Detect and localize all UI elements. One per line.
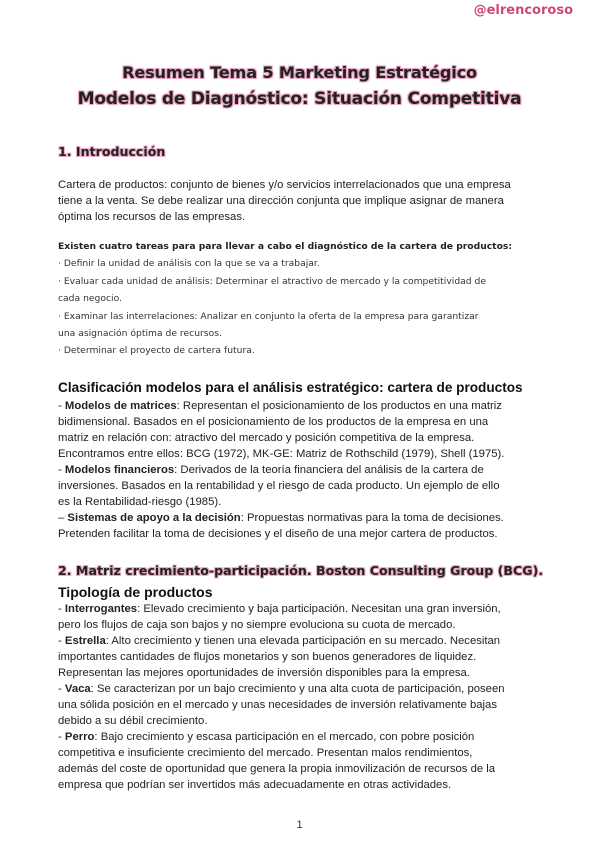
document-subtitle: Modelos de Diagnóstico: Situación Competitiva xyxy=(77,89,522,109)
task-line: cada negocio. xyxy=(58,293,122,305)
document-title: Resumen Tema 5 Marketing Estratégico xyxy=(122,63,477,82)
list-item xyxy=(58,601,543,617)
text-line: empresa que podrían ser invertidos más adecuadamente en otras actividades. xyxy=(58,779,452,791)
task-line: · Examinar las interrelaciones: Analizar en conjunto la oferta de la empresa para garantizar xyxy=(58,310,479,322)
text: : Propuestas normativas para la toma de decisiones. xyxy=(240,512,504,524)
term: Interrogantes xyxy=(64,603,138,615)
text: : Alto crecimiento y tienen una elevada participación en su mercado. Necesitan xyxy=(105,635,501,647)
list-item xyxy=(58,510,543,526)
tasks-heading: Existen cuatro tareas para para llevar a cabo el diagnóstico de la cartera de productos: xyxy=(58,241,513,252)
task-line: · Evaluar cada unidad de análisis: Determinar el atractivo de mercado y la competitividad de xyxy=(58,275,487,287)
page-number: 1 xyxy=(296,819,303,831)
task-line: una asignación óptima de recursos. xyxy=(58,328,222,340)
bullet: - xyxy=(58,635,65,647)
clasificacion-heading: Clasificación modelos para el análisis estratégico: cartera de productos xyxy=(58,380,523,395)
author-handle: @elrencoroso xyxy=(473,3,573,18)
bullet: - xyxy=(58,731,65,743)
list-item xyxy=(58,633,543,649)
text-line: importantes cantidades de flujos monetarios y son buenos generadores de liquidez. xyxy=(58,651,477,663)
term: Vaca xyxy=(64,683,91,695)
text-line: Encontramos entre ellos: BCG (1972), MK-GE: Matriz de Rothschild (1979), Shell (1975). xyxy=(58,448,505,460)
term: Estrella xyxy=(64,635,106,647)
list-item xyxy=(58,729,543,745)
text: : Se caracterizan por un bajo crecimiento y una alta cuota de participación, poseen xyxy=(90,683,505,695)
list-item xyxy=(58,462,543,478)
term: Modelos financieros xyxy=(64,464,175,476)
text-line: inversiones. Basados en la rentabilidad y el riesgo de cada producto. Un ejemplo de ello xyxy=(58,480,500,492)
list-item xyxy=(58,398,543,414)
text-line: competitiva e insuficiente crecimiento del mercado. Presentan malos rendimientos, xyxy=(58,747,473,759)
text: : Bajo crecimiento y escasa participación en el mercado, con pobre posición xyxy=(94,731,475,743)
bullet: – xyxy=(58,512,68,524)
text-line: tiene a la venta. Se debe realizar una dirección conjunta que implique asignar de manera xyxy=(58,195,504,207)
text-line: Representan las mejores oportunidades de inversión disponibles para la empresa. xyxy=(58,667,470,679)
bullet: - xyxy=(58,603,65,615)
tasks-block xyxy=(58,238,543,360)
tipologia-list xyxy=(58,601,543,793)
text: : Elevado crecimiento y baja participación. Necesitan una gran inversión, xyxy=(137,603,501,615)
section-heading-introduccion: 1. Introducción xyxy=(58,144,166,159)
text-line: óptima los recursos de las empresas. xyxy=(58,211,246,223)
intro-paragraph xyxy=(58,177,543,225)
text-line: bidimensional. Basados en el posicionamiento de los productos de la empresa en una xyxy=(58,416,489,428)
list-item xyxy=(58,681,543,697)
text-line: Cartera de productos: conjunto de bienes y/o servicios interrelacionados que una empresa xyxy=(58,179,511,191)
section-heading-bcg: 2. Matriz crecimiento-participación. Boston Consulting Group (BCG). xyxy=(58,563,544,578)
text-line: pero los flujos de caja son bajos y no siempre evoluciona su cuota de mercado. xyxy=(58,619,456,631)
task-line: · Determinar el proyecto de cartera futura. xyxy=(58,345,255,357)
text-line: una sólida posición en el mercado y unas necesidades de inversión relativamente bajas xyxy=(58,699,497,711)
bullet: - xyxy=(58,464,65,476)
bullet: - xyxy=(58,683,65,695)
text: : Representan el posicionamiento de los productos en una matriz xyxy=(176,400,502,412)
clasificacion-list xyxy=(58,398,543,542)
term: Sistemas de apoyo a la decisión xyxy=(67,512,241,524)
bullet: - xyxy=(58,400,65,412)
text-line: debido a su débil crecimiento. xyxy=(58,715,208,727)
tipologia-heading: Tipología de productos xyxy=(58,584,213,600)
term: Perro xyxy=(64,731,95,743)
text-line: matriz en relación con: atractivo del mercado y posición competitiva de la empresa. xyxy=(58,432,475,444)
text: : Derivados de la teoría financiera del análisis de la cartera de xyxy=(174,464,484,476)
text-line: es la Rentabilidad-riesgo (1985). xyxy=(58,496,222,508)
text-line: Pretenden facilitar la toma de decisiones y el diseño de una mejor cartera de productos. xyxy=(58,528,498,540)
text-line: además del coste de oportunidad que genera la propia inmovilización de recursos de la xyxy=(58,763,496,775)
term: Modelos de matrices xyxy=(64,400,177,412)
task-line: · Definir la unidad de análisis con la que se va a trabajar. xyxy=(58,258,320,270)
